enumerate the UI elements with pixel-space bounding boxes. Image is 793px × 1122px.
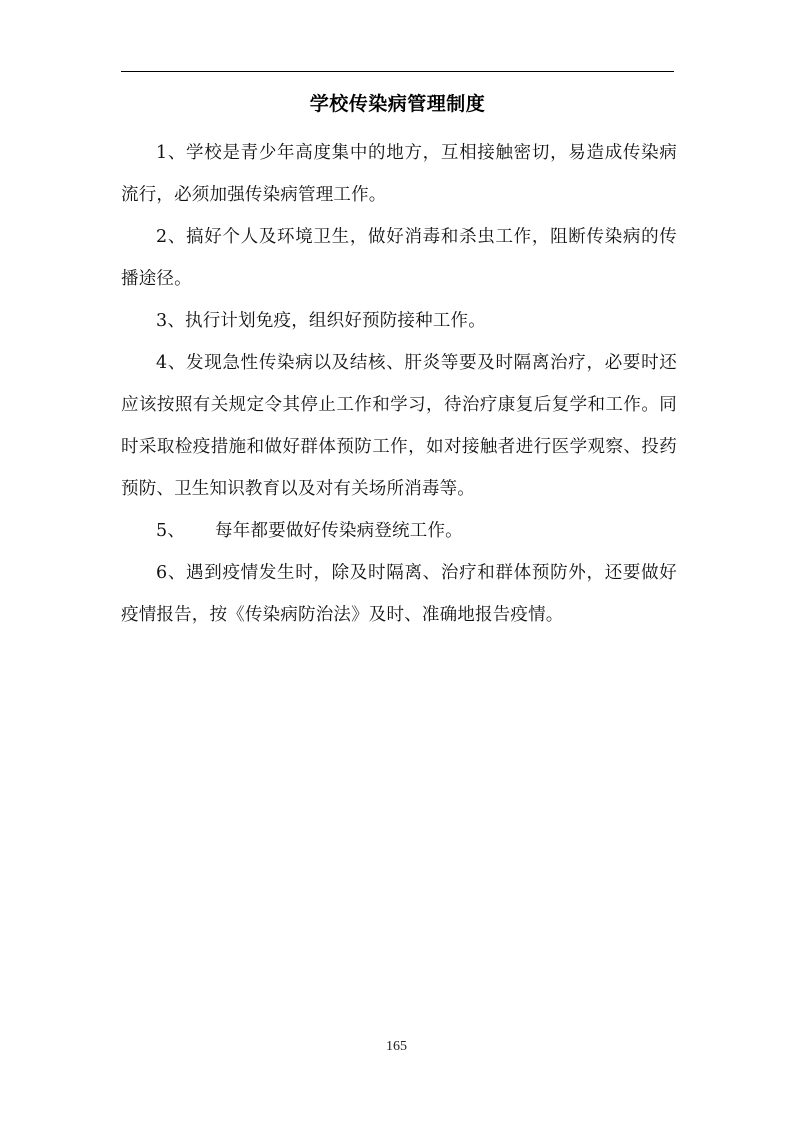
- paragraph-5-text: 每年都要做好传染病登统工作。: [215, 521, 463, 541]
- paragraph-6: 6、遇到疫情发生时，除及时隔离、治疗和群体预防外，还要做好疫情报告，按《传染病防治法》及时、准确地报告疫情。: [121, 563, 677, 625]
- paragraph-5-number: 5、: [156, 521, 186, 541]
- paragraph-5: [121, 510, 677, 552]
- document-body: [121, 132, 677, 636]
- page-number: 165: [386, 1039, 407, 1054]
- paragraph-4: 4、发现急性传染病以及结核、肝炎等要及时隔离治疗，必要时还应该按照有关规定令其停止工作和学习，待治疗康复后复学和工作。同时采取检疫措施和做好群体预防工作，如对接触者进行医学观察、投药预防、卫生知识教育以及对有关场所消毒等。: [121, 353, 677, 499]
- document-title: 学校传染病管理制度: [309, 93, 486, 115]
- paragraph-2: 2、搞好个人及环境卫生，做好消毒和杀虫工作，阻断传染病的传播途径。: [121, 227, 677, 289]
- paragraph-1: 1、学校是青少年高度集中的地方，互相接触密切，易造成传染病流行，必须加强传染病管理工作。: [121, 143, 677, 205]
- header-rule: [121, 71, 674, 72]
- paragraph-3: 3、执行计划免疫，组织好预防接种工作。: [156, 311, 486, 331]
